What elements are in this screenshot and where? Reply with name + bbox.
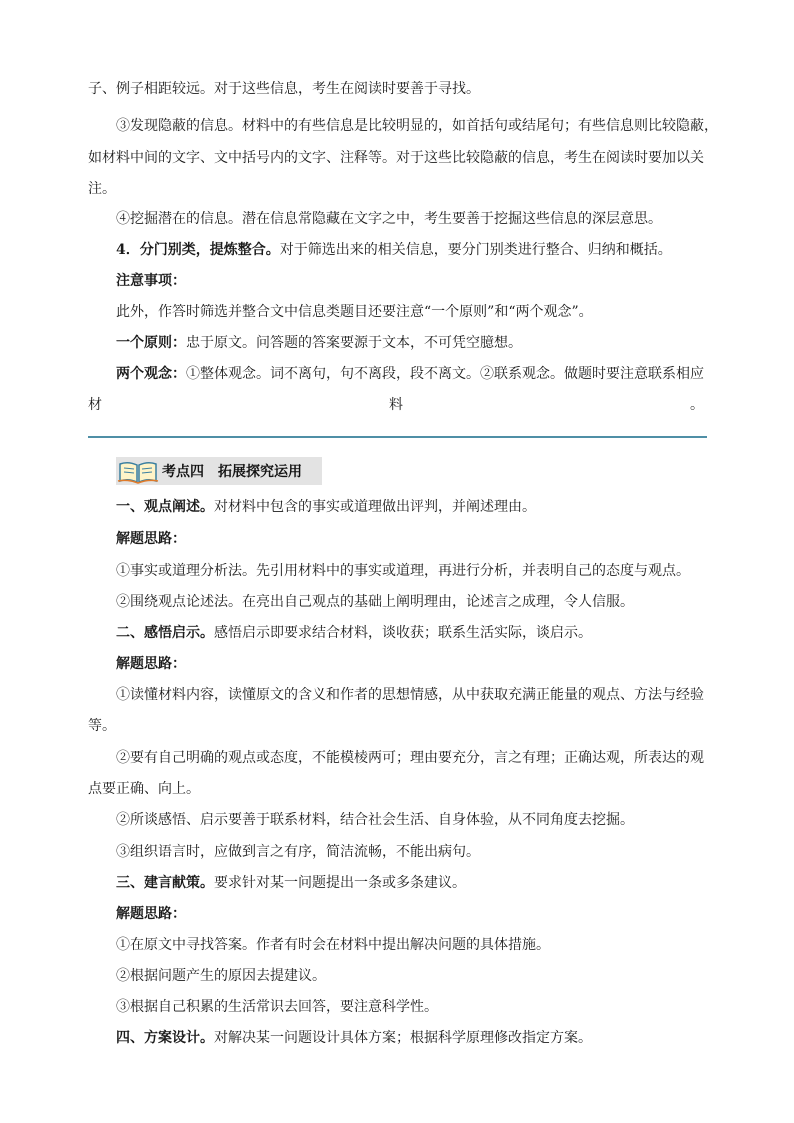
paragraph: ②围绕观点论述法。在亮出自己观点的基础上阐明理由，论述言之成理，令人信服。 <box>116 594 634 610</box>
text: 。 <box>690 397 704 413</box>
paragraph: ③根据自己积累的生活常识去回答，要注意科学性。 <box>116 999 438 1015</box>
paragraph: ②所谈感悟、启示要善于联系材料，结合社会生活、自身体验，从不同角度去挖掘。 <box>116 812 634 828</box>
bold-lead: 三、建言献策。 <box>116 875 214 891</box>
bold-lead: 一个原则： <box>116 335 186 351</box>
paragraph: 如材料中间的文字、文中括号内的文字、注释等。对于这些比较隐蔽的信息，考生在阅读时要加以关 <box>88 150 704 166</box>
paragraph: 此外，作答时筛选并整合文中信息类题目还要注意“一个原则”和“两个观念”。 <box>116 304 593 320</box>
paragraph: 子、例子相距较远。对于这些信息，考生在阅读时要善于寻找。 <box>88 81 480 97</box>
text: 材 <box>88 397 102 413</box>
paragraph: ①在原文中寻找答案。作者有时会在材料中提出解决问题的具体措施。 <box>116 937 550 953</box>
justified-line <box>88 396 704 414</box>
paragraph: ④挖掘潜在的信息。潜在信息常隐藏在文字之中，考生要善于挖掘这些信息的深层意思。 <box>116 211 662 227</box>
text: 对解决某一问题设计具体方案；根据科学原理修改指定方案。 <box>214 1030 592 1046</box>
paragraph: 注。 <box>88 181 116 197</box>
paragraph <box>116 241 672 259</box>
section-divider <box>88 436 707 438</box>
note-label: 注意事项： <box>116 273 186 289</box>
bold-lead: 两个观念： <box>116 366 186 382</box>
paragraph <box>116 624 592 642</box>
text: 对材料中包含的事实或道理做出评判，并阐述理由。 <box>214 499 536 515</box>
paragraph: 点要正确、向上。 <box>88 781 200 797</box>
section-title: 考点四 拓展探究运用 <box>162 464 302 480</box>
paragraph: ③组织语言时，应做到言之有序，简洁流畅，不能出病句。 <box>116 844 480 860</box>
text: 对于筛选出来的相关信息，要分门别类进行整合、归纳和概括。 <box>279 242 672 258</box>
solution-label: 解题思路： <box>116 531 186 547</box>
bold-lead: 4．分门别类，提炼整合。 <box>116 242 280 258</box>
text: ①整体观念。词不离句，句不离段，段不离文。②联系观念。做题时要注意联系相应 <box>186 366 704 382</box>
text: 料 <box>389 397 403 413</box>
open-book-icon <box>116 457 160 485</box>
bold-lead: 二、感悟启示。 <box>116 625 214 641</box>
solution-label: 解题思路： <box>116 906 186 922</box>
solution-label: 解题思路： <box>116 656 186 672</box>
bold-lead: 一、观点阐述。 <box>116 499 214 515</box>
paragraph <box>116 874 466 892</box>
text: 忠于原文。问答题的答案要源于文本，不可凭空臆想。 <box>186 335 522 351</box>
paragraph <box>116 334 522 352</box>
text: 感悟启示即要求结合材料，谈收获；联系生活实际，谈启示。 <box>214 625 592 641</box>
text: 要求针对某一问题提出一条或多条建议。 <box>214 875 466 891</box>
paragraph: ①事实或道理分析法。先引用材料中的事实或道理，再进行分析，并表明自己的态度与观点。 <box>116 563 690 579</box>
paragraph: ②要有自己明确的观点或态度，不能模棱两可；理由要充分，言之有理；正确达观，所表达的观 <box>116 750 704 766</box>
paragraph <box>116 498 536 516</box>
paragraph: ②根据问题产生的原因去提建议。 <box>116 968 326 984</box>
bold-lead: 四、方案设计。 <box>116 1030 214 1046</box>
paragraph: ③发现隐蔽的信息。材料中的有些信息是比较明显的，如首括句或结尾句；有些信息则比较隐蔽， <box>116 118 718 134</box>
paragraph: 等。 <box>88 718 116 734</box>
paragraph <box>116 1029 592 1047</box>
section-heading <box>116 457 322 485</box>
paragraph <box>116 365 704 383</box>
paragraph: ①读懂材料内容，读懂原文的含义和作者的思想情感，从中获取充满正能量的观点、方法与经验 <box>116 687 704 703</box>
